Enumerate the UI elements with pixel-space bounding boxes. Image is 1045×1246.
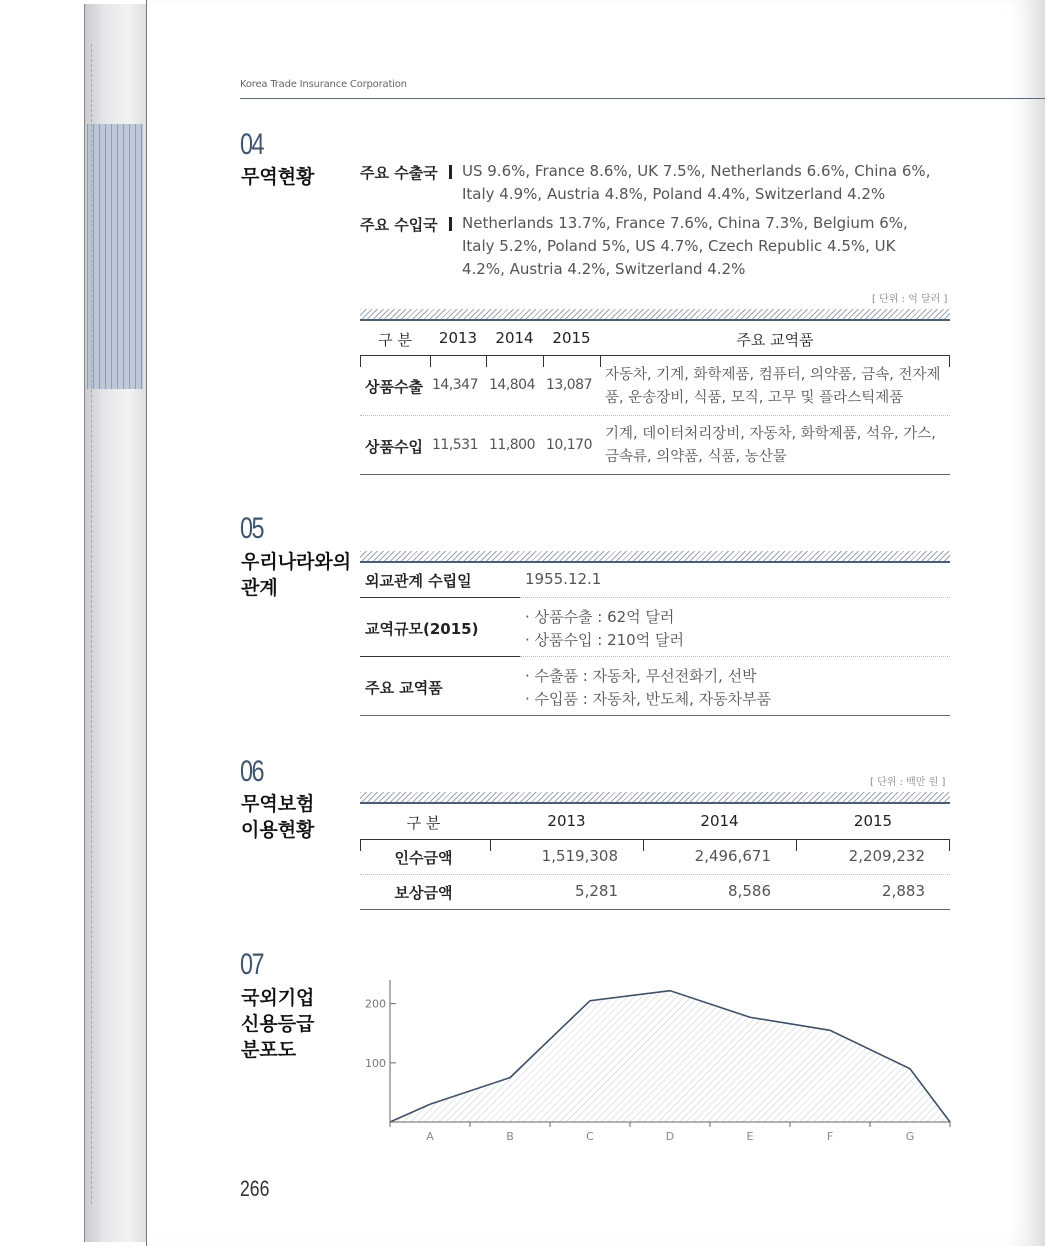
row-divider	[360, 874, 950, 875]
x-tick-label: C	[586, 1130, 594, 1143]
label-separator	[449, 217, 452, 231]
section-title-credit-line3: 분포도	[241, 1039, 297, 1061]
book-spine	[84, 4, 149, 1242]
table-cell-items: 자동차, 기계, 화학제품, 컴퓨터, 의약품, 금속, 전자제품, 운송장비, 식품, 모직, 고무 및 플라스틱제품	[605, 367, 941, 406]
unit-note: [ 단위 : 백만 원 ]	[870, 777, 946, 788]
section-title-relations-line1: 우리나라와의	[241, 551, 352, 573]
x-tick-label: F	[826, 1130, 834, 1143]
table-top-rule	[360, 561, 950, 563]
label-separator	[449, 165, 452, 179]
row-divider	[360, 415, 950, 416]
main-export-label: 주요 수출국	[360, 164, 438, 182]
x-tick-label: E	[746, 1130, 754, 1143]
section-number-07: 07	[240, 948, 263, 981]
table-cell: 10,170	[546, 437, 592, 453]
table-header: 2013	[547, 812, 586, 830]
header-rule	[240, 98, 1045, 99]
table-header: 구 분	[378, 331, 412, 349]
column-tick	[949, 839, 950, 851]
table-top-rule	[360, 802, 950, 804]
section-title-insurance-line1: 무역보험	[241, 793, 315, 815]
header-underline	[360, 355, 950, 356]
y-tick-label: 200	[365, 997, 386, 1011]
table-row-label: 상품수출	[365, 378, 423, 396]
x-tick-label: G	[905, 1130, 915, 1143]
x-tick-label: A	[426, 1130, 434, 1143]
row-divider	[520, 597, 950, 598]
table-cell: 2,883	[882, 882, 925, 900]
table-bottom-rule	[360, 909, 950, 910]
credit-rating-distribution-chart	[350, 970, 960, 1150]
row-divider	[360, 597, 520, 598]
table-header: 2013	[438, 329, 478, 347]
section-title-relations-line2: 관계	[241, 577, 278, 599]
table-row-label: 상품수입	[365, 438, 423, 456]
x-tick-label: D	[665, 1130, 675, 1143]
table-row-label: 인수금액	[394, 849, 453, 867]
table-header: 2014	[495, 329, 534, 347]
column-tick	[486, 355, 487, 367]
x-tick-label: B	[506, 1130, 514, 1143]
page-number: 266	[240, 1176, 270, 1201]
table-cell: 11,800	[489, 437, 535, 453]
table-hatch-bar	[360, 309, 950, 319]
unit-note: [ 단위 : 억 달러 ]	[872, 294, 948, 305]
relations-value-import: · 상품수입 : 210억 달러	[525, 631, 684, 649]
section-number-05: 05	[240, 512, 263, 545]
column-tick	[430, 355, 431, 367]
column-tick	[949, 355, 950, 367]
table-cell: 2,209,232	[848, 847, 925, 865]
table-cell: 11,531	[432, 437, 478, 453]
relations-value-export: · 상품수출 : 62억 달러	[525, 608, 675, 626]
table-bottom-rule	[360, 715, 950, 716]
table-cell: 13,087	[546, 377, 592, 393]
area-fill	[390, 991, 950, 1122]
relations-value-import-items: · 수입품 : 자동차, 반도체, 자동차부품	[525, 690, 772, 708]
table-cell: 1,519,308	[541, 847, 618, 865]
table-hatch-bar	[360, 792, 950, 802]
section-title-insurance-line2: 이용현황	[241, 819, 315, 841]
table-bottom-rule	[360, 474, 950, 475]
section-title-trade-status: 무역현황	[241, 166, 315, 188]
relations-label-main-items: 주요 교역품	[365, 679, 443, 697]
table-cell: 8,586	[728, 882, 771, 900]
table-cell-items: 기계, 데이터처리장비, 자동차, 화학제품, 석유, 가스, 금속류, 의약품, 식품, 농산물	[605, 426, 936, 465]
relations-value-export-items: · 수출품 : 자동차, 무선전화기, 선박	[525, 667, 757, 685]
relations-value-diplomatic: 1955.12.1	[525, 570, 602, 588]
table-header: 2014	[700, 812, 739, 830]
section-number-06: 06	[240, 755, 263, 788]
main-import-text: Netherlands 13.7%, France 7.6%, China 7.3%, Belgium 6%, Italy 5.2%, Poland 5%, US 4.7%, Czech Republic 4.5%, UK 4.2%, Austria 4.2%, Switzerland 4.2%	[462, 214, 908, 278]
relations-label-diplomatic: 외교관계 수립일	[365, 572, 472, 590]
table-top-rule	[360, 319, 950, 321]
table-header: 구 분	[406, 814, 441, 832]
table-hatch-bar	[360, 551, 950, 561]
main-export-text: US 9.6%, France 8.6%, UK 7.5%, Netherlands 6.6%, China 6%, Italy 4.9%, Austria 4.8%, Poland 4.4%, Switzerland 4.2%	[462, 162, 931, 203]
relations-label-trade-volume: 교역규모(2015)	[365, 620, 479, 638]
table-row-label: 보상금액	[394, 884, 453, 902]
column-tick	[600, 355, 601, 367]
header-underline	[360, 839, 950, 840]
section-title-credit-line1: 국외기업	[241, 987, 315, 1009]
table-cell: 5,281	[575, 882, 618, 900]
table-header: 주요 교역품	[736, 331, 814, 349]
section-number-04: 04	[240, 128, 263, 161]
row-divider	[520, 656, 950, 657]
table-header: 2015	[853, 812, 893, 830]
table-cell: 2,496,671	[694, 847, 771, 865]
table-cell: 14,347	[432, 377, 478, 393]
column-tick	[360, 355, 361, 367]
table-cell: 14,804	[489, 377, 535, 393]
row-divider	[360, 656, 520, 657]
section-title-credit-line2: 신용등급	[241, 1013, 315, 1035]
main-import-label: 주요 수입국	[360, 216, 438, 234]
column-tick	[543, 355, 544, 367]
running-header: Korea Trade Insurance Corporation	[240, 79, 407, 90]
table-header: 2015	[552, 329, 591, 347]
y-tick-label: 100	[365, 1056, 386, 1070]
